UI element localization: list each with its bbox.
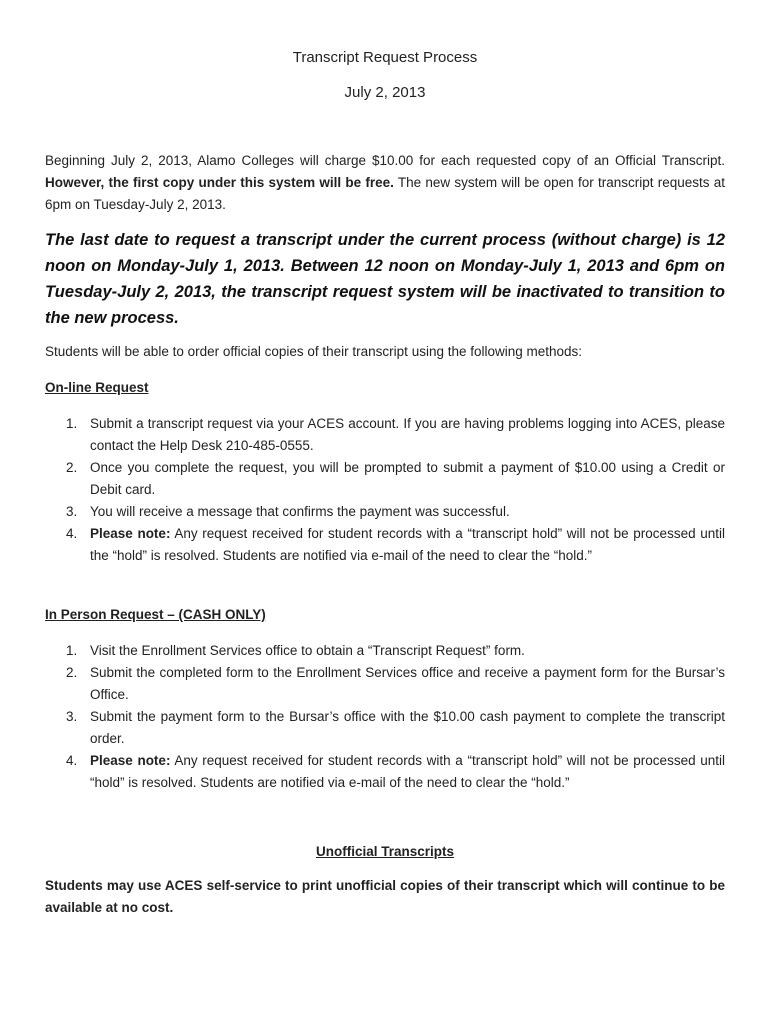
document-date: July 2, 2013 (344, 84, 426, 101)
in-person-request-heading: In Person Request – (CASH ONLY) (45, 607, 266, 622)
list-item-bold: Please note: (90, 526, 171, 541)
list-item-text: You will receive a message that confirms the payment was successful. (90, 504, 510, 519)
list-number: 3. (66, 504, 78, 519)
document-title: Transcript Request Process (292, 49, 478, 66)
list-item-text: Visit the Enrollment Services office to obtain a “Transcript Request” form. (90, 643, 525, 658)
in-person-list-item (66, 662, 725, 706)
in-person-list-item (66, 750, 726, 794)
online-request-heading: On-line Request (45, 380, 149, 395)
online-list-item (66, 523, 726, 567)
list-number: 3. (66, 709, 78, 724)
in-person-request-list (45, 640, 725, 794)
intro-text-2: The new system will be open for transcript requests at 6pm on Tuesday-July 2, 2013. (45, 175, 726, 212)
list-item-text: Submit the payment form to the Bursar’s office with the $10.00 cash payment to complete the transcript order. (90, 709, 725, 746)
list-item-text: Once you complete the request, you will be prompted to submit a payment of $10.00 using a Credit or Debit card. (90, 460, 725, 497)
list-item-text: Any request received for student records with a “transcript hold” will not be processed until the “hold” is resolved. Students are notified via e-mail of the need to clear the “hold.” (90, 526, 726, 563)
intro-paragraph (45, 150, 725, 216)
in-person-list-item (66, 706, 725, 750)
online-list-item (66, 457, 725, 501)
list-number: 4. (66, 526, 78, 541)
online-list-item (66, 501, 725, 523)
list-number: 1. (66, 416, 78, 431)
list-item-text: Submit a transcript request via your ACES account. If you are having problems logging into ACES, please contact the Help Desk 210-485-0555. (90, 416, 725, 453)
list-number: 2. (66, 460, 78, 475)
list-number: 1. (66, 643, 78, 658)
list-item-text: Any request received for student records with a “transcript hold” will not be processed until “hold” is resolved. Students are notified via e-mail of the need to clear the “hold.” (90, 753, 726, 790)
unofficial-transcripts-heading: Unofficial Transcripts (315, 844, 455, 859)
intro-bold-text: However, the first copy under this system will be free. (45, 175, 394, 190)
methods-intro: Students will be able to order official copies of their transcript using the following methods: (45, 344, 583, 359)
list-item-text: Submit the completed form to the Enrollment Services office and receive a payment form for the Bursar’s Office. (90, 665, 725, 702)
list-number: 2. (66, 665, 78, 680)
deadline-notice: The last date to request a transcript under the current process (without charge) is 12 noon on Monday-July 1, 2013. Between 12 noon on Monday-July 1, 2013 and 6pm on Tuesday-July 2, 2013, the transcript request system will be inactivated to transition to the new process. (45, 231, 725, 327)
in-person-list-item (66, 640, 725, 662)
intro-text-1: Beginning July 2, 2013, Alamo Colleges will charge $10.00 for each requested copy of an Official Transcript. (45, 153, 725, 168)
unofficial-transcripts-text: Students may use ACES self-service to print unofficial copies of their transcript which will continue to be available at no cost. (45, 878, 725, 915)
list-number: 4. (66, 753, 78, 768)
online-list-item (66, 413, 725, 457)
online-request-list (45, 413, 725, 567)
list-item-bold: Please note: (90, 753, 171, 768)
